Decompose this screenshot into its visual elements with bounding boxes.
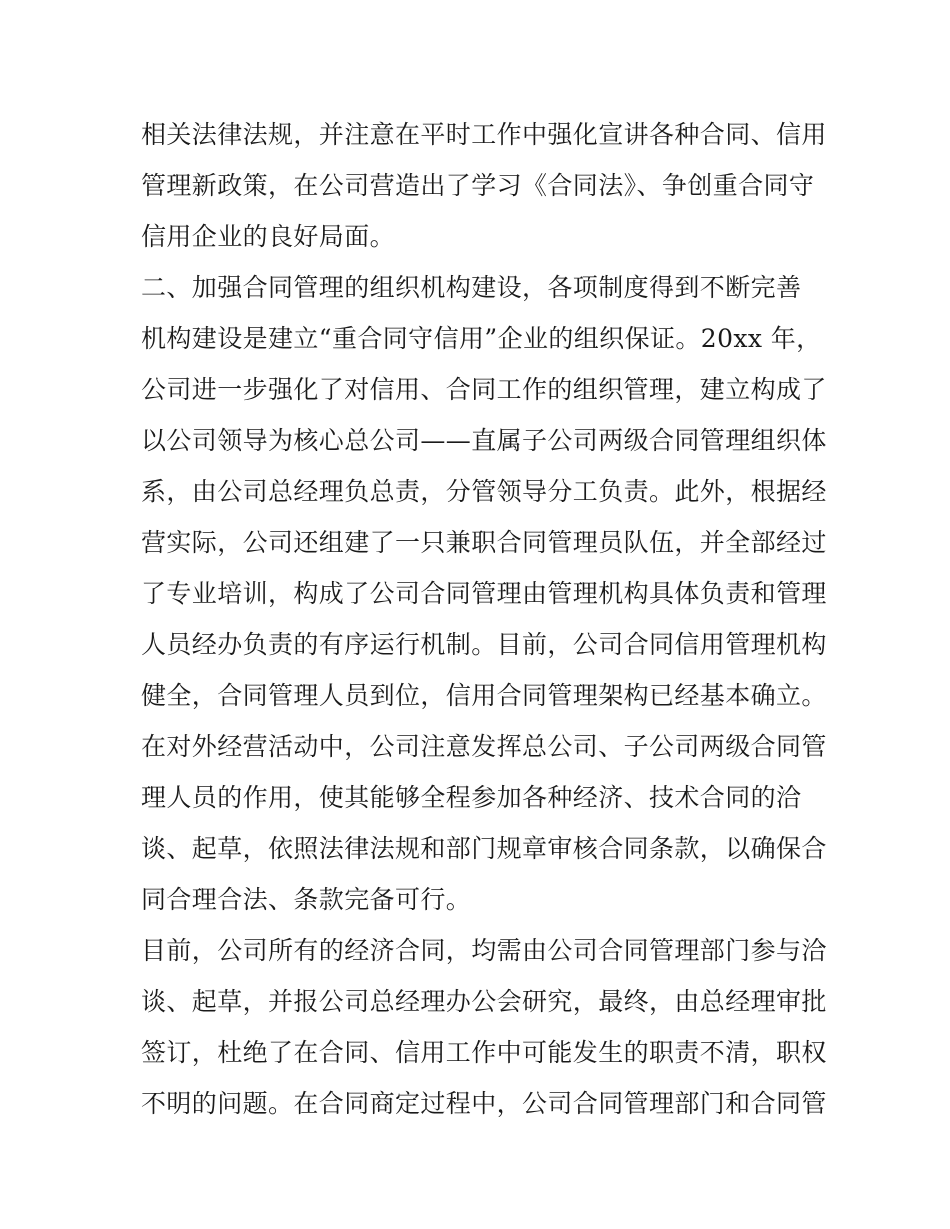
text-line: 了专业培训，构成了公司合同管理由管理机构具体负责和管理 — [141, 579, 827, 608]
text-line: 谈、起草，并报公司总经理办公会研究，最终，由总经理审批 — [141, 987, 827, 1016]
text-line: 在对外经营活动中，公司注意发挥总公司、子公司两级合同管 — [141, 732, 827, 761]
text-line: 以公司领导为核心总公司——直属子公司两级合同管理组织体 — [141, 426, 827, 455]
document-body — [141, 109, 827, 1129]
text-line: 目前，公司所有的经济合同，均需由公司合同管理部门参与洽 — [141, 936, 827, 965]
text-line: 机构建设是建立“重合同守信用”企业的组织保证。20xx 年， — [141, 324, 822, 353]
text-line: 营实际，公司还组建了一只兼职合同管理员队伍，并全部经过 — [141, 528, 827, 557]
text-line: 人员经办负责的有序运行机制。目前，公司合同信用管理机构 — [141, 630, 827, 659]
text-line: 签订，杜绝了在合同、信用工作中可能发生的职责不清，职权 — [141, 1038, 827, 1067]
text-line: 相关法律法规，并注意在平时工作中强化宣讲各种合同、信用 — [141, 120, 827, 149]
text-line: 信用企业的良好局面。 — [141, 222, 396, 251]
text-line: 谈、起草，依照法律法规和部门规章审核合同条款，以确保合 — [141, 834, 827, 863]
text-line: 同合理合法、条款完备可行。 — [141, 885, 472, 914]
text-line: 不明的问题。在合同商定过程中，公司合同管理部门和合同管 — [141, 1089, 827, 1118]
text-line: 健全，合同管理人员到位，信用合同管理架构已经基本确立。 — [141, 681, 827, 710]
text-line: 理人员的作用，使其能够全程参加各种经济、技术合同的洽 — [141, 783, 802, 812]
section-heading: 二、加强合同管理的组织机构建设，各项制度得到不断完善 — [141, 273, 802, 302]
text-line: 公司进一步强化了对信用、合同工作的组织管理，建立构成了 — [141, 375, 827, 404]
text-line: 系，由公司总经理负总责，分管领导分工负责。此外，根据经 — [141, 477, 827, 506]
text-line: 管理新政策，在公司营造出了学习《合同法》、争创重合同守 — [141, 171, 815, 200]
